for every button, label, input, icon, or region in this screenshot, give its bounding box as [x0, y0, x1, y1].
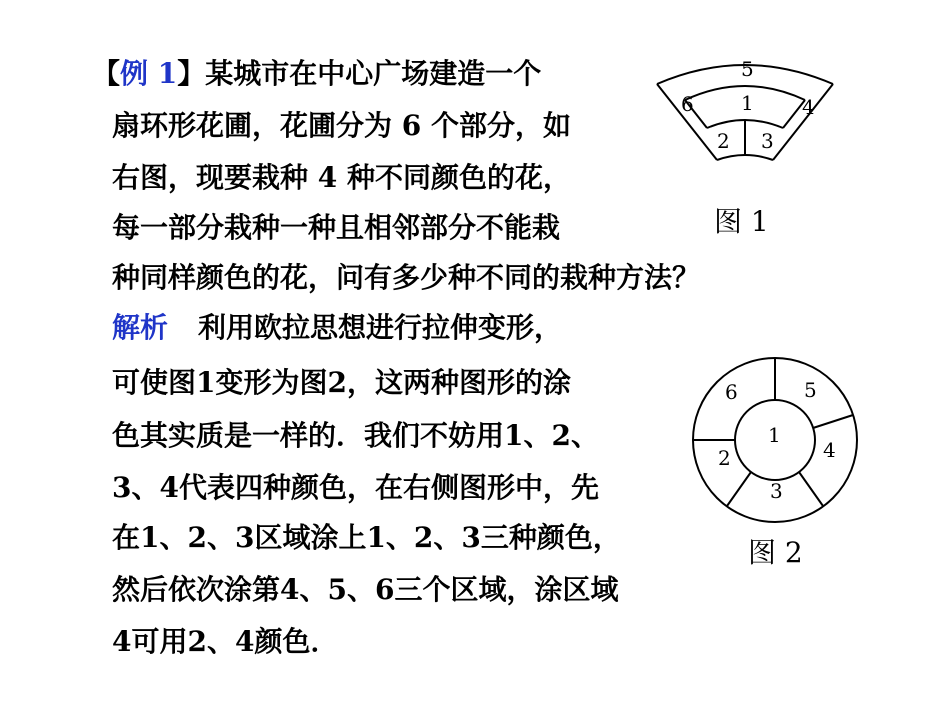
solution-line-1 [112, 312, 562, 344]
fig2-label-4: 4 [823, 438, 836, 462]
solution-text-1: 利用欧拉思想进行拉伸变形， [198, 311, 563, 344]
figure-1-caption: 图 1 [714, 205, 769, 238]
fig2-label-2: 2 [718, 446, 731, 470]
example-text-1: 某城市在中心广场建造一个 [205, 57, 542, 90]
solution-line-6: 然后依次涂第4、5、6三个区域，涂区域 [112, 573, 619, 606]
fig1-label-5: 5 [741, 57, 754, 81]
solution-line-4: 3、4代表四种颜色，在右侧图形中，先 [112, 471, 599, 504]
solution-line-3: 色其实质是一样的．我们不妨用1、2、 [112, 419, 599, 452]
fig2-label-3: 3 [770, 479, 783, 503]
fig1-bottom-arc [717, 155, 773, 160]
fig2-divider-5-4 [813, 415, 853, 428]
figure-1-annular-sector [645, 50, 845, 170]
example-line-4: 每一部分栽种一种且相邻部分不能栽 [112, 211, 561, 244]
fig1-label-4: 4 [802, 95, 815, 119]
example-tag: 【例 1】 [92, 57, 206, 90]
figure-2-caption: 图 2 [748, 536, 803, 569]
solution-line-2: 可使图1变形为图2，这两种图形的涂 [112, 366, 571, 399]
fig2-divider-3-2 [727, 472, 751, 506]
fig1-label-2: 2 [717, 129, 730, 153]
example-line-1 [92, 58, 541, 90]
solution-line-5: 在1、2、3区域涂上1、2、3三种颜色， [112, 521, 621, 554]
fig2-divider-4-3 [799, 472, 823, 506]
fig2-label-6: 6 [725, 380, 738, 404]
figure-2-ring [690, 355, 860, 525]
fig2-label-5: 5 [804, 378, 817, 402]
solution-line-7: 4可用2、4颜色． [112, 625, 339, 658]
example-line-5: 种同样颜色的花，问有多少种不同的栽种方法？ [112, 261, 701, 294]
example-line-3: 右图，现要栽种 4 种不同颜色的花， [112, 161, 571, 194]
fig2-label-1: 1 [768, 423, 781, 447]
fig1-label-1: 1 [741, 91, 754, 115]
fig1-label-3: 3 [761, 129, 774, 153]
solution-tag: 解析 [112, 311, 169, 344]
example-line-2: 扇环形花圃，花圃分为 6 个部分，如 [112, 109, 571, 142]
fig1-label-6: 6 [681, 92, 694, 116]
